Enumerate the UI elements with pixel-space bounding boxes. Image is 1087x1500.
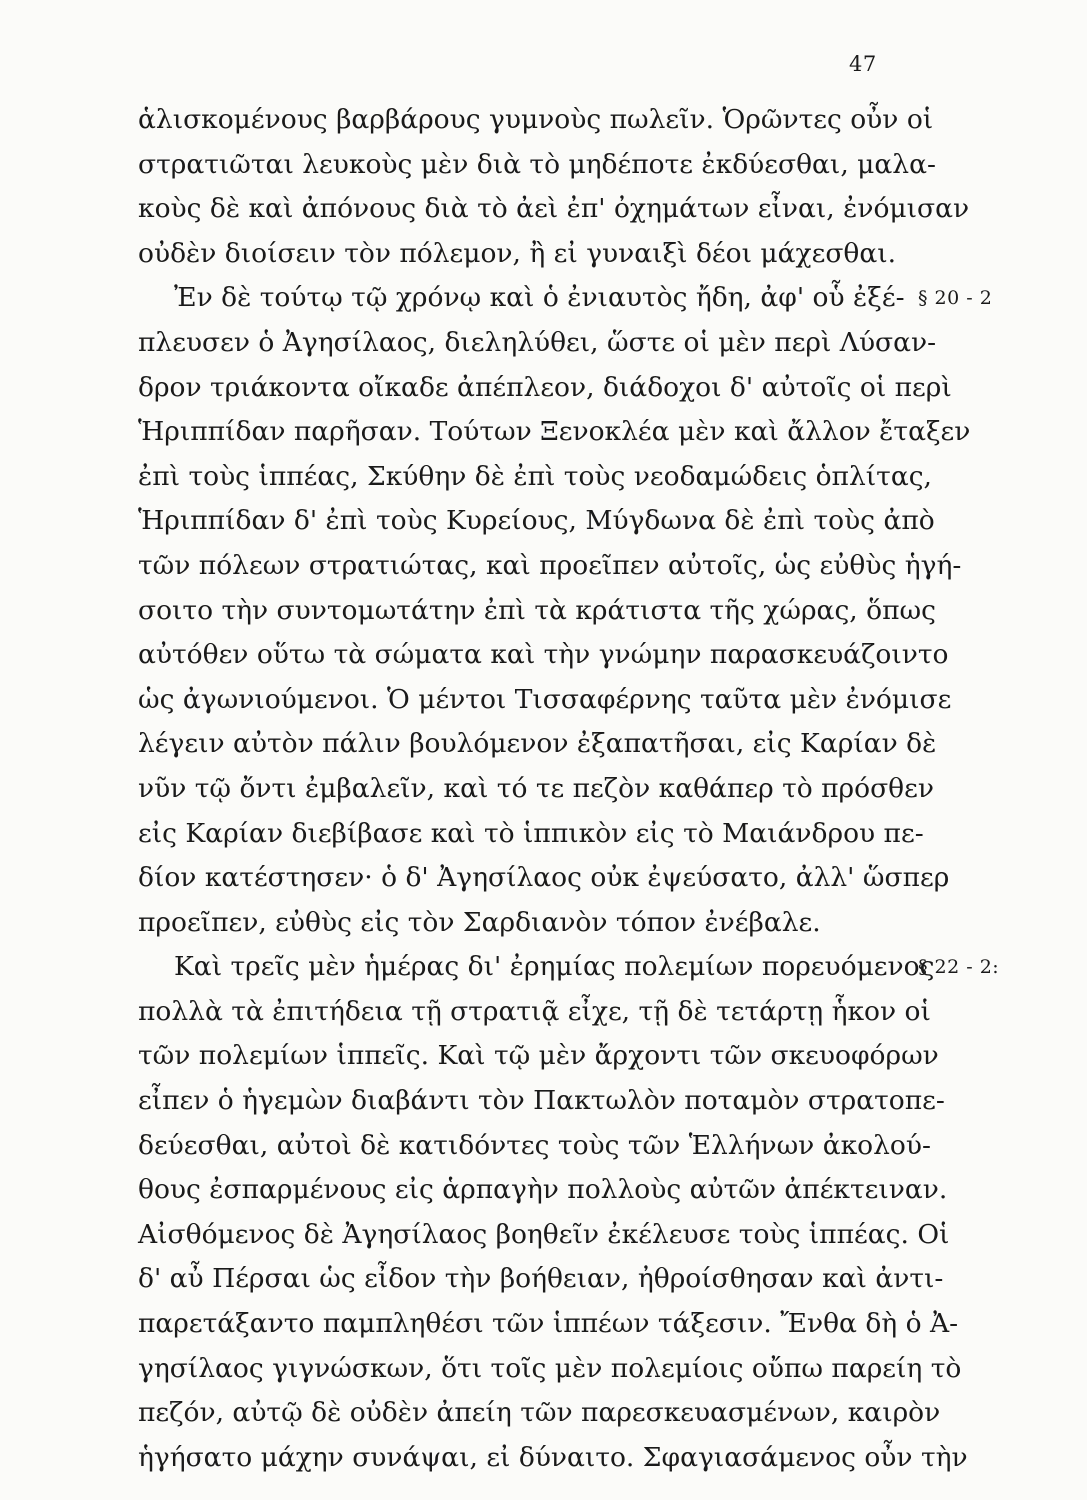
text-line-content: αὐτόθεν οὕτω τὰ σώματα καὶ τὴν γνώμην παρασκευάζοιντο (138, 639, 949, 671)
text-line (138, 187, 970, 232)
text-line-content: ἁλισκομένους βαρβάρους γυμνοὺς πωλεῖν. Ὁρῶντες οὖν οἱ (138, 104, 934, 135)
text-line-content: πολλὰ τὰ ἐπιτήδεια τῇ στρατιᾷ εἶχε, τῇ δὲ τετάρτῃ ἧκον οἱ (138, 995, 931, 1027)
text-line (138, 1257, 944, 1302)
text-line (138, 633, 949, 678)
text-line (138, 321, 937, 366)
text-line (138, 1034, 939, 1079)
text-line-content: Αἰσθόμενος δὲ Ἀγησίλαος βοηθεῖν ἐκέλευσε τοὺς ἱππέας. Οἱ (138, 1218, 950, 1250)
text-line (138, 678, 952, 723)
text-line (138, 455, 932, 500)
text-line-content: κοὺς δὲ καὶ ἀπόνους διὰ τὸ ἀεὶ ἐπ' ὀχημάτων εἶναι, ἐνόμισαν (138, 193, 970, 225)
text-line-content: Ἡριππίδαν δ' ἐπὶ τοὺς Κυρείους, Μύγδωνα δὲ ἐπὶ τοὺς ἀπὸ (138, 505, 935, 537)
text-line (138, 410, 971, 455)
text-line-content: λέγειν αὐτὸν πάλιν βουλόμενον ἐξαπατῆσαι, εἰς Καρίαν δὲ (138, 728, 937, 760)
text-line-content: προεῖπεν, εὐθὺς εἰς τὸν Σαρδιανὸν τόπον ἐνέβαλε. (138, 906, 821, 938)
text-line (138, 98, 934, 143)
text-line (138, 1347, 962, 1392)
text-line (138, 1213, 950, 1258)
text-line (138, 722, 937, 767)
text-line-content: δίον κατέστησεν· ὁ δ' Ἀγησίλαος οὐκ ἐψεύσατο, ἀλλ' ὥσπερ (138, 862, 950, 894)
text-line-content: σοιτο τὴν συντομωτάτην ἐπὶ τὰ κράτιστα τῆς χώρας, ὅπως (138, 594, 936, 626)
text-line-content: θους ἐσπαρμένους εἰς ἁρπαγὴν πολλοὺς αὐτῶν ἀπέκτειναν. (138, 1174, 948, 1206)
text-line (138, 1302, 959, 1347)
section-reference: § 20 - 2 (918, 287, 993, 310)
text-line-content: Ἡριππίδαν παρῆσαν. Τούτων Ξενοκλέα μὲν καὶ ἄλλον ἔταξεν (138, 416, 971, 448)
text-line-content: δ' αὖ Πέρσαι ὡς εἶδον τὴν βοήθειαν, ἠθροίσθησαν καὶ ἀντι- (138, 1263, 944, 1295)
text-line (138, 1391, 941, 1436)
greek-text-body (138, 98, 1000, 1480)
text-line-content: νῦν τῷ ὄντι ἐμβαλεῖν, καὶ τό τε πεζὸν καθάπερ τὸ πρόσθεν (138, 772, 934, 804)
text-line-content: Καὶ τρεῖς μὲν ἡμέρας δι' ἐρημίας πολεμίων πορευόμενος (174, 951, 935, 983)
text-line (138, 990, 931, 1035)
text-line (138, 1124, 931, 1169)
page-number: 47 (849, 52, 877, 76)
text-line-content: πλευσεν ὁ Ἀγησίλαος, διεληλύθει, ὥστε οἱ μὲν περὶ Λύσαν- (138, 326, 937, 358)
text-line (138, 232, 908, 277)
text-line-content: ἡγήσατο μάχην συνάψαι, εἰ δύναιτο. Σφαγιασάμενος οὖν τὴν (138, 1441, 968, 1473)
text-line-content: πεζόν, αὐτῷ δὲ οὐδὲν ἀπείη τῶν παρεσκευασμένων, καιρὸν (138, 1397, 941, 1429)
text-line-content: ἐπὶ τοὺς ἱππέας, Σκύθην δὲ ἐπὶ τοὺς νεοδαμώδεις ὁπλίτας, (138, 460, 932, 492)
text-line-content: στρατιῶται λευκοὺς μὲν διὰ τὸ μηδέποτε ἐκδύεσθαι, μαλα- (138, 148, 936, 180)
text-line (138, 589, 936, 634)
text-line (138, 143, 936, 188)
text-line (138, 945, 1000, 990)
text-line (138, 544, 962, 589)
text-line-content: παρετάξαντο παμπληθέσι τῶν ἱππέων τάξεσιν. Ἔνθα δὴ ὁ Ἀ- (138, 1308, 959, 1340)
text-line-content: οὐδὲν διοίσειν τὸν πόλεμον, ἢ εἰ γυναιξὶ δέοι μάχεσθαι. (138, 237, 897, 269)
text-line (138, 276, 993, 321)
text-line (138, 1436, 968, 1481)
text-line (138, 499, 935, 544)
text-line (138, 1079, 945, 1124)
text-line-content: τῶν πόλεων στρατιώτας, καὶ προεῖπεν αὐτοῖς, ὡς εὐθὺς ἡγή- (138, 549, 962, 581)
text-line-content: εἰς Καρίαν διεβίβασε καὶ τὸ ἱππικὸν εἰς τὸ Μαιάνδρου πε- (138, 817, 924, 849)
text-line (138, 812, 924, 857)
text-line-content: γησίλαος γιγνώσκων, ὅτι τοῖς μὲν πολεμίοις οὔπω παρείη τὸ (138, 1352, 962, 1384)
text-line (138, 767, 934, 812)
section-reference: § 22 - 2: (918, 956, 1000, 979)
text-line-content: δρον τριάκοντα οἴκαδε ἀπέπλεον, διάδοχοι δ' αὐτοῖς οἱ περὶ (138, 371, 952, 403)
text-line (138, 366, 952, 411)
text-line-content: Ἐν δὲ τούτῳ τῷ χρόνῳ καὶ ὁ ἐνιαυτὸς ἤδη, ἀφ' οὗ ἐξέ- (174, 282, 905, 314)
text-line-content: δεύεσθαι, αὐτοὶ δὲ κατιδόντες τοὺς τῶν Ἑλλήνων ἀκολού- (138, 1129, 931, 1161)
text-line (138, 901, 908, 946)
text-line-content: τῶν πολεμίων ἱππεῖς. Καὶ τῷ μὲν ἄρχοντι τῶν σκευοφόρων (138, 1040, 939, 1072)
text-line (138, 856, 950, 901)
text-line (138, 1168, 948, 1213)
text-line-content: ὡς ἀγωνιούμενοι. Ὁ μέντοι Τισσαφέρνης ταῦτα μὲν ἐνόμισε (138, 683, 952, 715)
text-line-content: εἶπεν ὁ ἡγεμὼν διαβάντι τὸν Πακτωλὸν ποταμὸν στρατοπε- (138, 1085, 945, 1117)
